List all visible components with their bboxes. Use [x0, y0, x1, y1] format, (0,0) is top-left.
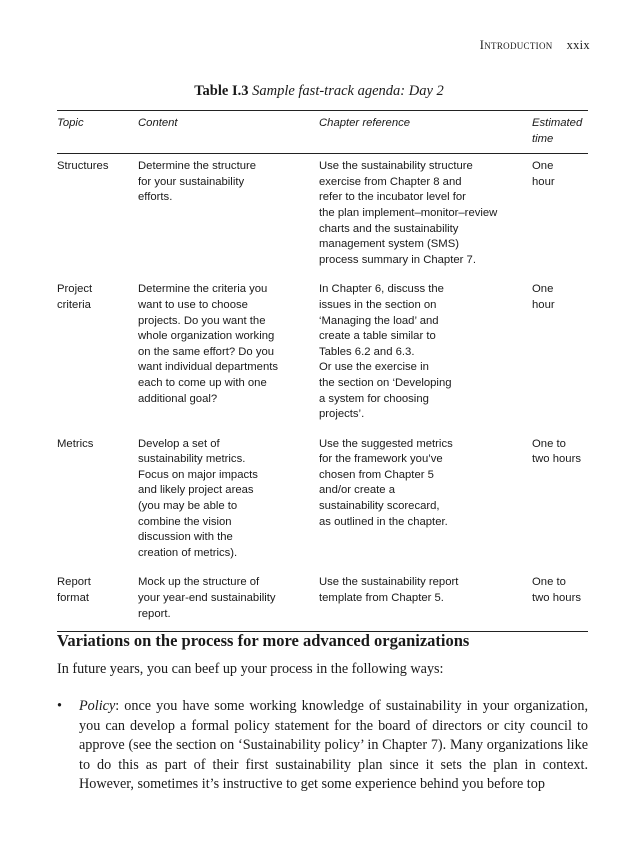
cell-estimated-time: One hour	[532, 160, 555, 188]
bullet-body: : once you have some working knowledge of sustainability in your organization, you can develop a formal policy statement for the board of directors or city council to approve (see the section on ‘Sustainability policy’ in Chapter 7). Many organizations like to do this as part of their first sustainability plan since it sets the plan in context. However, sometimes it’s instructive to get some experience behind you before top	[79, 698, 588, 793]
cell-chapter-reference: In Chapter 6, discuss the issues in the section on ‘Managing the load’ and create a table similar to Tables 6.2 and 6.3. Or use the exercise in the section on ‘Developing a system for choosing projects’.	[319, 283, 452, 421]
table-row	[57, 432, 588, 571]
cell-chapter-reference: Use the sustainability structure exercise from Chapter 8 and refer to the incubator level for the plan implement–monitor–review charts and the sustainability management system (SMS) process summary in Chapter 7.	[319, 160, 498, 266]
table-caption	[0, 83, 638, 100]
cell-topic: Metrics	[57, 437, 94, 450]
table-row	[57, 570, 588, 631]
column-header-chapter-reference: Chapter reference	[319, 117, 411, 129]
cell-content: Determine the criteria you want to use to choose projects. Do you want the whole organization working on the same effort? Do you want individual departments each to come up with one additional goal?	[138, 283, 279, 405]
section-heading: Variations on the process for more advanced organizations	[57, 631, 470, 650]
cell-topic: Structures	[57, 160, 109, 173]
cell-estimated-time: One to two hours	[532, 437, 581, 466]
cell-estimated-time: One hour	[532, 283, 555, 311]
cell-estimated-time: One to two hours	[532, 576, 581, 605]
column-header-estimated-time: Estimated time	[532, 117, 583, 145]
agenda-table	[57, 110, 588, 632]
table-row	[57, 154, 588, 277]
running-header	[480, 38, 590, 53]
running-header-section: Introduction	[479, 38, 553, 52]
cell-chapter-reference: Use the sustainability report template from Chapter 5.	[319, 576, 459, 605]
section-intro: In future years, you can beef up your process in the following ways:	[57, 661, 444, 677]
table-header-row	[57, 111, 588, 154]
bullet-keyword: Policy	[79, 698, 116, 714]
bullet-marker: •	[57, 698, 62, 714]
page-number: xxix	[566, 38, 590, 52]
table-caption-label: Table I.3	[194, 83, 249, 99]
column-header-topic: Topic	[57, 117, 84, 129]
cell-content: Mock up the structure of your year-end sustainability report.	[138, 576, 276, 620]
bullet-item-policy	[57, 697, 588, 795]
cell-chapter-reference: Use the suggested metrics for the framework you’ve chosen from Chapter 5 and/or create a sustainability scorecard, as outlined in the chapter.	[319, 437, 453, 528]
column-header-content: Content	[138, 117, 178, 129]
cell-topic: Project criteria	[57, 283, 93, 311]
cell-topic: Report format	[57, 576, 91, 605]
table-row	[57, 277, 588, 431]
cell-content: Determine the structure for your sustainability efforts.	[138, 160, 257, 204]
table-caption-title: Sample fast-track agenda: Day 2	[252, 83, 444, 99]
cell-content: Develop a set of sustainability metrics. Focus on major impacts and likely project areas (you may be able to combine the vision discussion with the creation of metrics).	[138, 437, 258, 559]
bullet-text	[79, 697, 588, 795]
